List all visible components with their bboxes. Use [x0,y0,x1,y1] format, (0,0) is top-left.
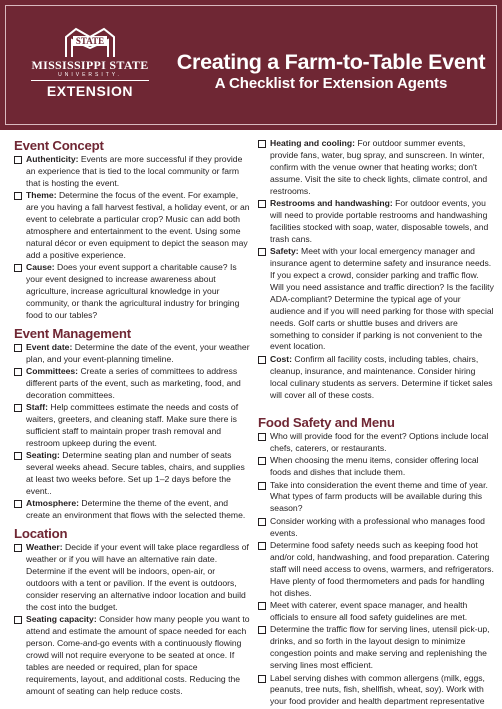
checklist-item [14,154,250,190]
checkbox[interactable] [258,356,266,364]
event-management-list [14,342,250,523]
checklist-item [258,480,494,516]
item-text: Create a series of committees to address different parts of the event, such as marketing, food, and decoration committees. [26,366,241,400]
item-text: Consider working with a professional who manages food events. [270,515,485,538]
item-text: For outdoor summer events, provide fans, water, bug spray, and sunscreen. In winter, confirm with the venue owner that heating works; don't assume. Visit the site to check lights, climate control, and restrooms. [270,138,488,196]
item-text: Consider how many people you want to attend and estimate the amount of space needed for each person. Come-and-go events with a continuously flowing crowd will not require everyone to be seated at once. If tables are needed or required, plan for space requirements, layout, and additional costs. Reducing the amount of seating can help reduce costs. [26,614,250,696]
item-label: Authenticity: [26,154,79,164]
section-heading-location: Location [14,526,68,542]
checkbox[interactable] [14,452,22,460]
checklist-item [14,342,250,366]
checklist-item [258,138,494,198]
checklist-item [14,614,250,697]
checklist-item [14,402,250,450]
checklist-item [258,516,494,540]
checklist-item [258,624,494,672]
checklist-item [14,262,250,322]
item-label: Cause: [26,262,55,273]
checklist-item [14,542,250,613]
checkbox[interactable] [258,518,266,526]
checkbox[interactable] [258,675,266,683]
checklist-item [258,198,494,246]
seal-text: STATE [75,36,105,46]
checklist-item [14,366,250,402]
checkbox[interactable] [14,156,22,164]
item-label: Cost: [270,353,292,364]
checklist-item [258,354,494,402]
page-title: Creating a Farm-to-Table Event [176,50,486,74]
checklist-item [258,540,494,600]
item-label: Heating and cooling: [270,138,355,148]
logo-divider [31,80,149,81]
section-heading-food-safety: Food Safety and Menu [258,414,395,430]
item-text: Confirm all facility costs, including tables, chairs, cleanup, insurance, and maintenance. Consider hiring local culinary students as servers. Determine if ticket sales will cover all of these costs. [270,353,493,400]
item-text: When choosing the menu items, consider offering local foods and dishes that include them. [270,455,479,478]
item-label: Weather: [26,542,63,553]
page-subtitle: A Checklist for Extension Agents [214,75,448,92]
university-subtitle: UNIVERSITY. [58,72,122,78]
checklist-item [14,498,250,522]
event-concept-list [14,154,250,322]
checkbox[interactable] [258,602,266,610]
item-text: Determine the date of the event, your weather plan, and your event-planning timeline. [26,341,250,364]
item-label: Seating: [26,450,60,461]
checkbox[interactable] [258,200,266,208]
checkbox[interactable] [14,344,22,352]
checkbox[interactable] [258,140,266,148]
right-column [258,138,494,709]
left-column [14,138,250,698]
location-list [14,542,250,697]
item-label: Event date: [26,341,73,352]
item-text: Determine the traffic flow for serving lines, utensil pick-up, drinks, and so forth in the layout design to minimize congestion points and make serving and replenishing the serving lines most efficient. [270,624,490,671]
item-label: Theme: [26,190,57,201]
checkbox[interactable] [14,500,22,508]
location-continued-list [258,138,494,401]
item-text: Decide if your event will take place regardless of weather or if you will have an alternative rain date. Determine if the event will be indoors, open-air, or outdoors with a tent or pavilion. If the event is outdoors, consider reserving an alternative indoor location and build the cost into the budget. [26,542,249,612]
section-heading-event-management: Event Management [14,325,131,341]
checklist-item [14,190,250,261]
item-label: Atmosphere: [26,498,80,509]
item-text: Meet with your local emergency manager and insurance agent to determine safety and insurance needs. If you expect a crowd, consider parking and traffic flow. Will you need assistance and traffic direction? Is the facility ADA-compliant? Determine the typical age of your audience and if you will need parking for those with special needs. Golf carts or shuttle buses and drivers are something to consider if parking is not convenient to the event location. [270,246,494,352]
checklist-item [258,431,494,455]
item-text: Determine the focus of the event. For example, are you having a fall harvest festival, a holiday event, or an event to celebrate a particular crop? Music can add both atmosphere and entertainment to the event. Using some natural décor or even equipment to depict the season may add a positive experience. [26,190,250,260]
checkbox[interactable] [14,616,22,624]
checkbox[interactable] [14,544,22,552]
checklist-item [258,246,494,353]
item-text: For outdoor events, you will need to provide portable restrooms and handwashing facilities stocked with soap, water, disposable towels, and trash cans. [270,198,489,244]
item-label: Committees: [26,366,79,376]
checkbox[interactable] [258,542,266,550]
item-text: Events are more successful if they provide an experience that is tied to the local community or farm that is hosting the event. [26,154,243,188]
checkbox[interactable] [14,404,22,412]
item-text: Determine the theme of the event, and create an environment that flows with the selected theme. [26,498,246,521]
checkbox[interactable] [14,192,22,200]
checkbox[interactable] [258,433,266,441]
item-text: Determine seating plan and number of seats several weeks ahead. Secure tables, chairs, and supplies at least two weeks before. Set up 1–2 days before the event.. [26,450,245,497]
item-label: Restrooms and handwashing: [270,198,393,209]
header-banner [0,0,502,130]
checkbox[interactable] [258,248,266,256]
item-text: Label serving dishes with common allergens (milk, eggs, peanuts, tree nuts, fish, shellfish, wheat, soy). Work with your food provider and health department representative [270,672,485,707]
msu-extension-logo [20,28,160,108]
checkbox[interactable] [258,626,266,634]
item-text: Meet with caterer, event space manager, and health officials to ensure all food safety guidelines are met. [270,600,468,623]
item-label: Staff: [26,402,48,413]
checkbox[interactable] [258,457,266,465]
state-seal-icon [62,28,118,58]
checklist-item [258,673,494,709]
checklist-item [258,455,494,479]
item-text: Take into consideration the event theme and time of year. What types of farm products will be available during this season? [270,479,488,514]
extension-label: EXTENSION [46,83,134,99]
checklist-item [14,450,250,498]
item-text: Help committees estimate the needs and costs of waiters, greeters, and cleaning staff. Make sure there is sufficient staff to maintain proper trash removal and restroom upkeep during the event. [26,402,239,448]
checkbox[interactable] [14,368,22,376]
item-text: Determine food safety needs such as keeping food hot and/or cold, handwashing, and food preparation. Catering staff will need access to ovens, warmers, and refrigerators. Have plenty of food thermometers and pads for handling hot dishes. [270,540,494,598]
checkbox[interactable] [14,264,22,272]
title-block [166,50,496,94]
item-text: Who will provide food for the event? Options include local chefs, caterers, or restaurants. [270,430,489,453]
item-label: Safety: [270,246,299,257]
checklist-item [258,600,494,624]
food-safety-list [258,431,494,708]
section-heading-event-concept: Event Concept [14,138,104,153]
checkbox[interactable] [258,482,266,490]
item-label: Seating capacity: [26,614,97,625]
item-text: Does your event support a charitable cause? Is your event designed to increase awareness about agriculture, increase agricultural knowledge in your community, or thank the agricultural industry for bringing food to our tables? [26,262,240,320]
university-name: MISSISSIPPI STATE [31,58,149,72]
